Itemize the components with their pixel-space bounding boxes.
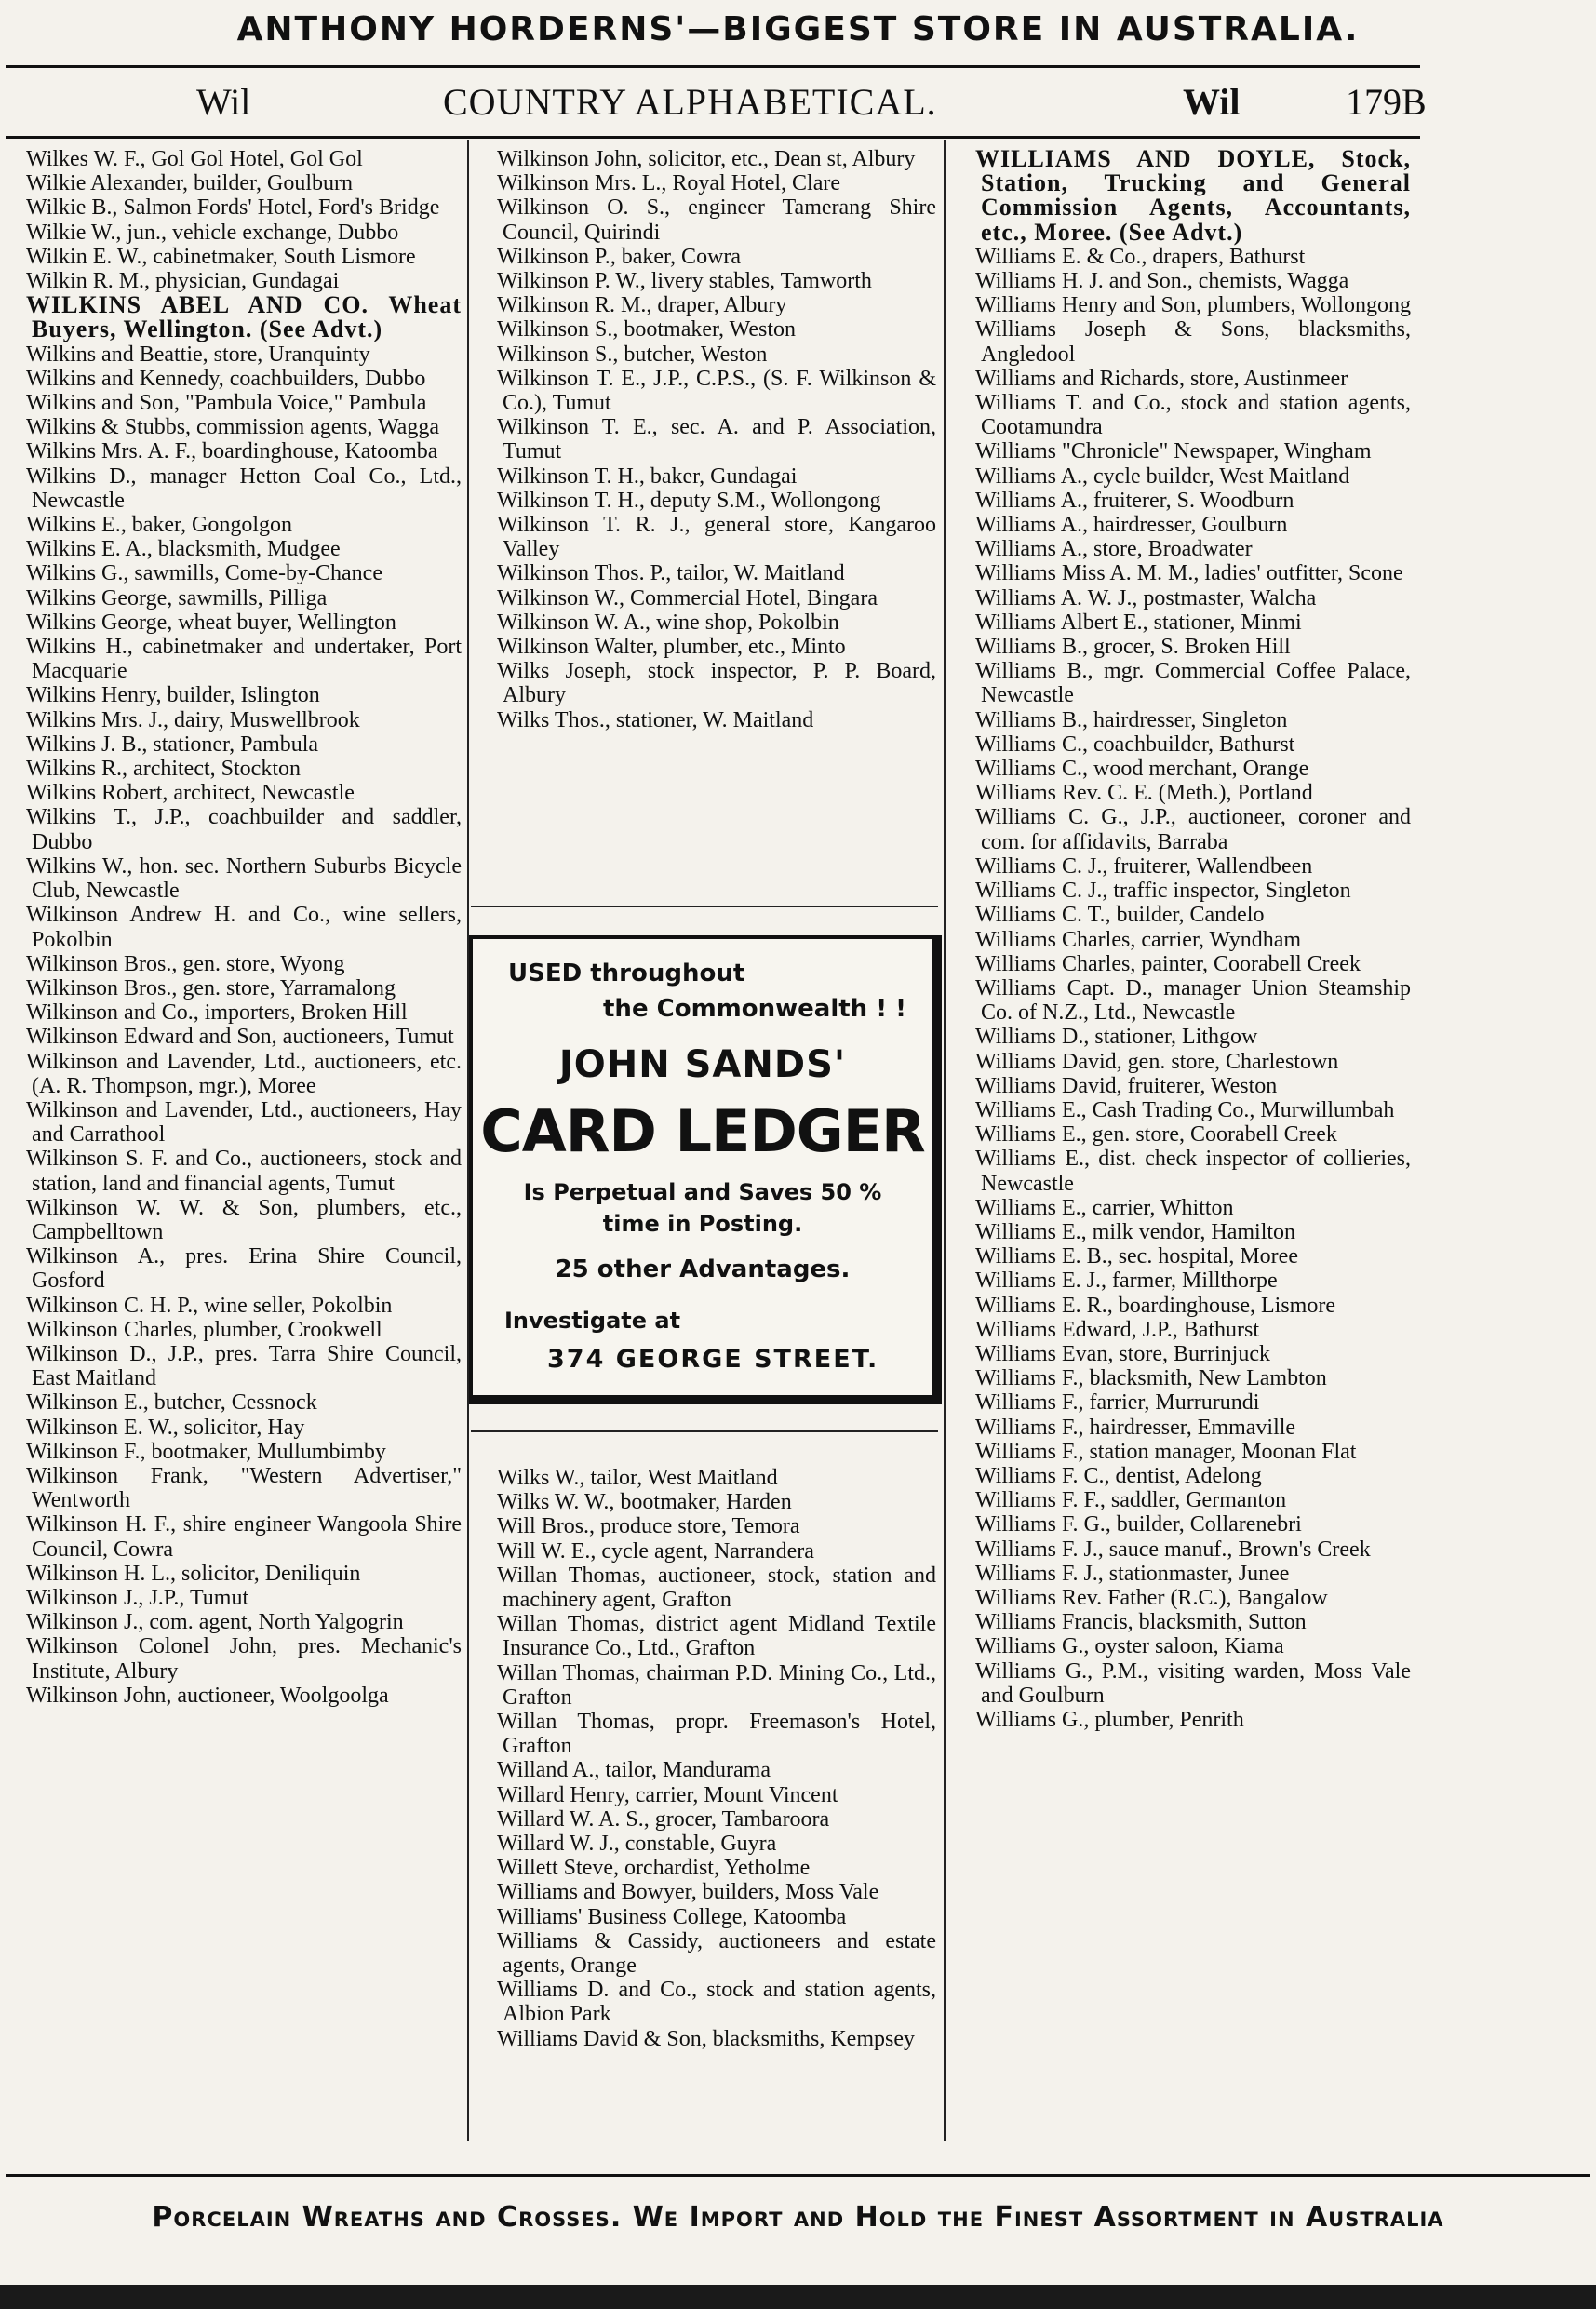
directory-entry: Williams Capt. D., manager Union Steamship Co. of N.Z., Ltd., Newcastle <box>975 975 1411 1026</box>
directory-entry: Williams A., hairdresser, Goulburn <box>975 513 1288 538</box>
column-3 <box>953 147 1411 1732</box>
directory-entry: Williams F. G., builder, Collarenebri <box>975 1512 1302 1537</box>
directory-entry: Williams F., station manager, Moonan Flat <box>975 1439 1357 1464</box>
directory-entry: Wilkins Robert, architect, Newcastle <box>26 781 355 806</box>
directory-entry: Willard W. J., constable, Guyra <box>497 1832 777 1857</box>
ad-address: 374 GEORGE STREET. <box>547 1345 879 1374</box>
page-header <box>6 73 1427 132</box>
ad-line-1: USED throughout <box>508 960 745 987</box>
directory-entry: Wilkins R., architect, Stockton <box>26 757 301 782</box>
directory-entry: Wilkins E. A., blacksmith, Mudgee <box>26 537 341 562</box>
directory-entry: Willan Thomas, chairman P.D. Mining Co., Ltd., Grafton <box>497 1660 936 1710</box>
directory-entry: Williams Rev. C. E. (Meth.), Portland <box>975 781 1313 806</box>
directory-entry: Willan Thomas, auctioneer, stock, station and machinery agent, Grafton <box>497 1563 936 1613</box>
directory-entry: Wilkinson E., butcher, Cessnock <box>26 1390 317 1416</box>
directory-entry: Williams A., cycle builder, West Maitland <box>975 463 1350 489</box>
directory-entry: Wilkinson Colonel John, pres. Mechanic's Institute, Albury <box>26 1634 462 1684</box>
directory-entry: Wilkinson T. H., baker, Gundagai <box>497 463 798 489</box>
ad-claim-1: Is Perpetual and Saves 50 % <box>523 1179 882 1205</box>
directory-entry: Wilkinson J., J.P., Tumut <box>26 1585 249 1610</box>
directory-entry: Wilks Thos., stationer, W. Maitland <box>497 707 814 732</box>
directory-entry: Wilkinson Frank, "Western Advertiser," Wentworth <box>26 1463 462 1513</box>
page-footer: Porcelain Wreaths and Crosses. We Import and Hold the Finest Assortment in Australia <box>152 2201 1444 2234</box>
directory-entry: Williams E., dist. check inspector of collieries, Newcastle <box>975 1147 1411 1196</box>
directory-entry: Wilkinson W., Commercial Hotel, Bingara <box>497 585 878 611</box>
directory-entry: Williams C. J., traffic inspector, Singleton <box>975 879 1351 904</box>
directory-entry: Williams E., gen. store, Coorabell Creek <box>975 1122 1337 1148</box>
directory-entry: Williams E. R., boardinghouse, Lismore <box>975 1293 1335 1318</box>
directory-entry: Willard Henry, carrier, Mount Vincent <box>497 1782 838 1807</box>
directory-entry: Williams C. J., fruiterer, Wallendbeen <box>975 853 1313 879</box>
directory-entry: Williams F., farrier, Murrurundi <box>975 1390 1260 1416</box>
directory-entry: Williams F. J., sauce manuf., Brown's Creek <box>975 1537 1371 1562</box>
directory-entry: Wilkinson Charles, plumber, Crookwell <box>26 1317 382 1342</box>
directory-entry: Wilkinson P. W., livery stables, Tamworth <box>497 269 872 294</box>
directory-entry: Williams Rev. Father (R.C.), Bangalow <box>975 1585 1328 1610</box>
directory-entry: Williams David, gen. store, Charlestown <box>975 1049 1339 1074</box>
directory-entry: Wilkinson R. M., draper, Albury <box>497 293 787 318</box>
directory-entry: Williams "Chronicle" Newspaper, Wingham <box>975 439 1372 464</box>
directory-entry: Wilkinson J., com. agent, North Yalgogrin <box>26 1610 404 1635</box>
directory-entry: Wilkinson T. H., deputy S.M., Wollongong <box>497 488 881 513</box>
directory-entry: Williams A., store, Broadwater <box>975 537 1253 562</box>
directory-entry: Wilkins J. B., stationer, Pambula <box>26 732 319 757</box>
directory-entry: Williams C., coachbuilder, Bathurst <box>975 732 1295 757</box>
directory-entry: Wilkinson F., bootmaker, Mullumbimby <box>26 1439 386 1464</box>
directory-entry: Wilkins E., baker, Gongolgon <box>26 513 293 538</box>
directory-entry: Williams F. J., stationmaster, Junee <box>975 1561 1290 1586</box>
page-number: 179B <box>1346 81 1427 123</box>
directory-entry: Wilkinson A., pres. Erina Shire Council, Gosford <box>26 1244 462 1294</box>
directory-entry: Williams Albert E., stationer, Minmi <box>975 610 1302 635</box>
directory-entry: Wilkinson T. E., J.P., C.P.S., (S. F. Wilkinson & Co.), Tumut <box>497 366 936 416</box>
directory-entry: Williams Joseph & Sons, blacksmiths, Angledool <box>975 317 1411 367</box>
directory-entry: Wilkinson Andrew H. and Co., wine sellers, Pokolbin <box>26 903 462 952</box>
directory-entry: Wilkinson T. E., sec. A. and P. Association, Tumut <box>497 415 936 464</box>
directory-entry: Wilkins and Beattie, store, Uranquinty <box>26 342 370 367</box>
directory-entry: Williams C. G., J.P., auctioneer, coroner and com. for affidavits, Barraba <box>975 805 1411 854</box>
directory-entry: Wilkie W., jun., vehicle exchange, Dubbo <box>26 220 399 245</box>
directory-entry: Williams D., stationer, Lithgow <box>975 1025 1258 1050</box>
directory-entry: Wilkinson Edward and Son, auctioneers, Tumut <box>26 1025 454 1050</box>
directory-entry: Williams A., fruiterer, S. Woodburn <box>975 488 1294 513</box>
directory-entry: Wilkin E. W., cabinetmaker, South Lismore <box>26 244 416 269</box>
directory-entry: Wilkinson and Co., importers, Broken Hill <box>26 1000 408 1026</box>
header-rule-bottom <box>6 136 1420 139</box>
directory-entry: Wilkinson T. R. J., general store, Kangaroo Valley <box>497 513 936 562</box>
directory-entry: Williams E., milk vendor, Hamilton <box>975 1219 1296 1244</box>
directory-entry: Williams B., grocer, S. Broken Hill <box>975 635 1291 660</box>
ad-line-2: the Commonwealth ! ! <box>603 995 906 1023</box>
directory-entry: Wilkins H., cabinetmaker and undertaker, Port Macquarie <box>26 635 462 684</box>
directory-entry: Willan Thomas, propr. Freemason's Hotel, Grafton <box>497 1710 936 1759</box>
directory-entry: Wilkinson S., butcher, Weston <box>497 342 768 367</box>
directory-entry: Williams E. J., farmer, Millthorpe <box>975 1269 1278 1294</box>
directory-entry: Wilkins W., hon. sec. Northern Suburbs Bicycle Club, Newcastle <box>26 853 462 904</box>
directory-entry: Williams C. T., builder, Candelo <box>975 903 1265 928</box>
directory-entry: Williams Charles, carrier, Wyndham <box>975 927 1302 952</box>
directory-entry: Wilkins D., manager Hetton Coal Co., Ltd., Newcastle <box>26 463 462 513</box>
directory-entry: Wilkinson D., J.P., pres. Tarra Shire Council, East Maitland <box>26 1341 462 1391</box>
ad-claim-3: 25 other Advantages. <box>555 1255 851 1283</box>
directory-entry: Willan Thomas, district agent Midland Textile Insurance Co., Ltd., Grafton <box>497 1612 936 1661</box>
page-title: COUNTRY ALPHABETICAL. <box>443 81 937 123</box>
directory-entry: Wilks W., tailor, West Maitland <box>497 1466 778 1490</box>
directory-entry: Wilkins T., J.P., coachbuilder and saddler, Dubbo <box>26 805 462 854</box>
directory-entry: Williams Evan, store, Burrinjuck <box>975 1341 1270 1366</box>
directory-entry: Williams G., plumber, Penrith <box>975 1708 1244 1732</box>
header-left-key: Wil <box>196 81 251 123</box>
ad-rule-bottom <box>471 1430 938 1432</box>
directory-entry: Williams F., hairdresser, Emmaville <box>975 1415 1296 1440</box>
directory-entry: Williams' Business College, Katoomba <box>497 1904 847 1929</box>
directory-entry: Wilkins Henry, builder, Islington <box>26 683 320 708</box>
directory-entry: Wilkins and Son, "Pambula Voice," Pambula <box>26 391 427 416</box>
directory-entry: Wilkinson John, solicitor, etc., Dean st, Albury <box>497 147 916 171</box>
directory-entry: Wilkins Mrs. J., dairy, Muswellbrook <box>26 707 360 732</box>
directory-entry: Wilkins Mrs. A. F., boardinghouse, Katoomba <box>26 439 438 464</box>
directory-entry: Williams Miss A. M. M., ladies' outfitter, Scone <box>975 561 1403 586</box>
directory-entry: Wilkinson and Lavender, Ltd., auctioneers, Hay and Carrathool <box>26 1097 462 1148</box>
directory-entry: Wilkinson W. W. & Son, plumbers, etc., Campbelltown <box>26 1195 462 1244</box>
directory-entry: Williams E., Cash Trading Co., Murwillumbah <box>975 1097 1395 1122</box>
directory-entry: Wilkinson Walter, plumber, etc., Minto <box>497 635 846 660</box>
directory-entry: Wilks Joseph, stock inspector, P. P. Board, Albury <box>497 659 936 708</box>
directory-entry: Williams B., mgr. Commercial Coffee Palace, Newcastle <box>975 659 1411 708</box>
directory-entry: WILLIAMS AND DOYLE, Stock, Station, Trucking and General Commission Agents, Accountants, etc., Moree. (See Advt.) <box>975 145 1411 246</box>
directory-entry: Williams H. J. and Son., chemists, Wagga <box>975 269 1349 294</box>
directory-entry: Williams E. & Co., drapers, Bathurst <box>975 244 1306 269</box>
directory-entry: Willett Steve, orchardist, Yetholme <box>497 1856 811 1881</box>
directory-entry: Williams and Bowyer, builders, Moss Vale <box>497 1880 879 1905</box>
directory-entry: Wilkinson P., baker, Cowra <box>497 244 742 269</box>
directory-entry: Williams & Cassidy, auctioneers and estate agents, Orange <box>497 1928 936 1979</box>
directory-entry: Wilkinson H. L., solicitor, Deniliquin <box>26 1561 361 1586</box>
directory-entry: Wilkie B., Salmon Fords' Hotel, Ford's Bridge <box>26 195 440 221</box>
ad-cta: Investigate at <box>504 1308 681 1334</box>
directory-entry: Williams and Richards, store, Austinmeer <box>975 366 1348 391</box>
directory-entry: Williams Edward, J.P., Bathurst <box>975 1317 1260 1342</box>
directory-entry: Will W. E., cycle agent, Narrandera <box>497 1538 814 1564</box>
ad-brand: JOHN SANDS' <box>558 1043 847 1086</box>
directory-entry: Wilkinson S., bootmaker, Weston <box>497 317 797 342</box>
directory-entry: Willand A., tailor, Mandurama <box>497 1758 771 1783</box>
directory-entry: Williams David & Son, blacksmiths, Kempsey <box>497 2026 915 2051</box>
directory-entry: Wilkinson C. H. P., wine seller, Pokolbin <box>26 1293 393 1318</box>
directory-entry: Wilkinson John, auctioneer, Woolgoolga <box>26 1683 389 1708</box>
ad-rule-top <box>471 906 938 907</box>
column-2-top <box>475 147 936 732</box>
directory-entry: Williams G., P.M., visiting warden, Moss Vale and Goulburn <box>975 1658 1411 1708</box>
directory-entry: Williams B., hairdresser, Singleton <box>975 707 1288 732</box>
page-banner: ANTHONY HORDERNS'—BIGGEST STORE IN AUSTRALIA. <box>236 10 1360 48</box>
directory-entry: Wilkie Alexander, builder, Goulburn <box>26 171 354 196</box>
directory-entry: Williams T. and Co., stock and station agents, Cootamundra <box>975 391 1411 440</box>
directory-entry: Williams Charles, painter, Coorabell Creek <box>975 951 1361 976</box>
directory-entry: Wilkins and Kennedy, coachbuilders, Dubbo <box>26 366 426 391</box>
header-rule-top <box>6 65 1420 68</box>
directory-entry: WILKINS ABEL AND CO. Wheat Buyers, Wellington. (See Advt.) <box>26 291 462 343</box>
header-right-key: Wil <box>1183 81 1241 123</box>
john-sands-advertisement <box>469 935 942 1404</box>
directory-entry: Wilkinson O. S., engineer Tamerang Shire Council, Quirindi <box>497 195 936 245</box>
directory-entry: Williams Francis, blacksmith, Sutton <box>975 1610 1307 1635</box>
directory-entry: Wilkins George, wheat buyer, Wellington <box>26 610 396 635</box>
directory-entry: Wilkinson Bros., gen. store, Wyong <box>26 951 345 976</box>
directory-entry: Wilkins & Stubbs, commission agents, Wagga <box>26 415 439 440</box>
directory-entry: Williams F. F., saddler, Germanton <box>975 1488 1287 1513</box>
directory-entry: Wilkins George, sawmills, Pilliga <box>26 585 328 611</box>
directory-entry: Willard W. A. S., grocer, Tambaroora <box>497 1806 830 1832</box>
ad-product: CARD LEDGER <box>480 1097 925 1165</box>
directory-entry: Williams D. and Co., stock and station agents, Albion Park <box>497 1978 936 2027</box>
footer-rule <box>6 2174 1590 2177</box>
directory-entry: Wilkinson H. F., shire engineer Wangoola Shire Council, Cowra <box>26 1512 462 1562</box>
directory-entry: Williams F., blacksmith, New Lambton <box>975 1366 1327 1391</box>
ad-claim-2: time in Posting. <box>602 1211 803 1237</box>
directory-entry: Wilkinson Thos. P., tailor, W. Maitland <box>497 561 845 586</box>
directory-entry: Wilks W. W., bootmaker, Harden <box>497 1490 792 1515</box>
directory-entry: Williams C., wood merchant, Orange <box>975 757 1309 782</box>
directory-entry: Wilkinson E. W., solicitor, Hay <box>26 1415 305 1440</box>
directory-entry: Williams David, fruiterer, Weston <box>975 1073 1278 1098</box>
directory-entry: Williams Henry and Son, plumbers, Wollongong <box>975 293 1411 318</box>
directory-entry: Wilkinson and Lavender, Ltd., auctioneers, etc. (A. R. Thompson, mgr.), Moree <box>26 1049 462 1098</box>
directory-entry: Wilkin R. M., physician, Gundagai <box>26 269 340 294</box>
directory-entry: Williams E. B., sec. hospital, Moree <box>975 1244 1298 1269</box>
directory-entry: Williams G., oyster saloon, Kiama <box>975 1634 1284 1659</box>
directory-entry: Williams E., carrier, Whitton <box>975 1195 1234 1220</box>
directory-entry: Wilkins G., sawmills, Come-by-Chance <box>26 561 382 586</box>
column-1 <box>4 147 462 1708</box>
directory-entry: Wilkinson W. A., wine shop, Pokolbin <box>497 610 839 635</box>
directory-entry: Williams F. C., dentist, Adelong <box>975 1463 1262 1488</box>
column-divider-2 <box>944 140 946 2141</box>
directory-entry: Williams A. W. J., postmaster, Walcha <box>975 585 1317 611</box>
bottom-edge <box>0 2285 1596 2309</box>
column-2-bottom <box>475 1466 936 2051</box>
directory-entry: Wilkinson S. F. and Co., auctioneers, stock and station, land and financial agents, Tumut <box>26 1147 462 1196</box>
directory-entry: Wilkinson Bros., gen. store, Yarramalong <box>26 975 396 1000</box>
directory-entry: Wilkes W. F., Gol Gol Hotel, Gol Gol <box>26 147 363 171</box>
directory-entry: Will Bros., produce store, Temora <box>497 1514 800 1539</box>
directory-entry: Wilkinson Mrs. L., Royal Hotel, Clare <box>497 171 840 196</box>
